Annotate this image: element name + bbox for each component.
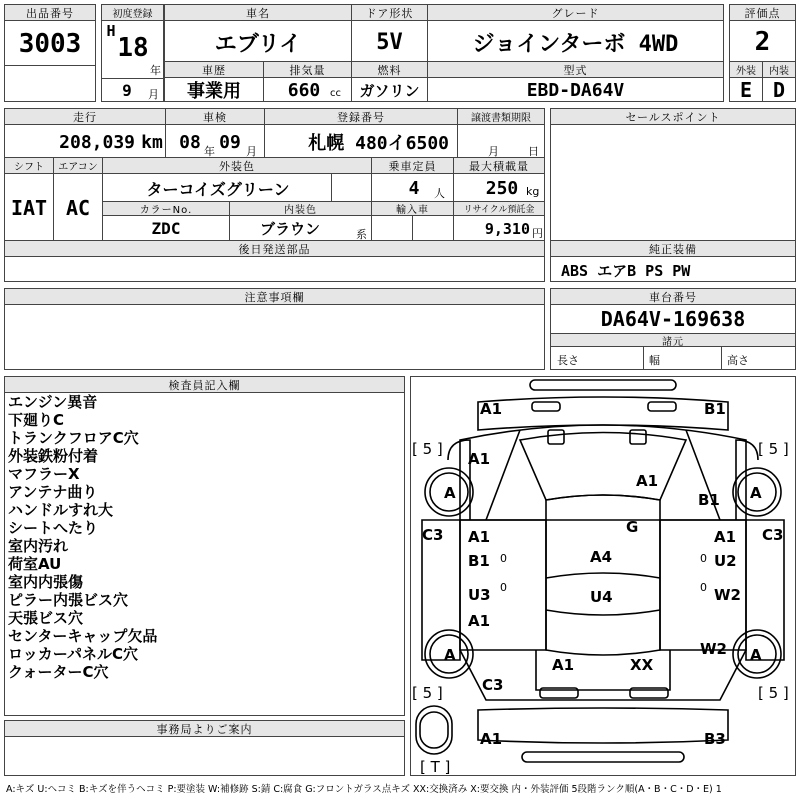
mark: A (444, 646, 456, 664)
note-line: 室内内張傷 (8, 573, 84, 591)
note-line: 室内汚れ (8, 537, 69, 555)
chassis-label: 車台番号 (551, 289, 795, 305)
mileage-box (4, 108, 166, 158)
load-unit: kg (526, 185, 540, 198)
chassis-number: DA64V-169638 (600, 307, 746, 331)
first-reg-label: 初度登録 (102, 5, 163, 21)
inspection-label: 車検 (166, 109, 264, 125)
mark: 0 (500, 581, 507, 594)
model-box (427, 61, 724, 102)
genuine-box (550, 240, 796, 282)
mark: U4 (590, 588, 613, 606)
recycle-label: リサイクル預託金 (454, 202, 544, 216)
month-unit: 月 (148, 88, 159, 101)
lot-number: 3003 (18, 29, 82, 59)
color-no-box (102, 201, 230, 241)
history: 事業用 (187, 81, 241, 102)
mileage-label: 走行 (5, 109, 165, 125)
transfer-label: 譲渡書類期限 (458, 109, 544, 125)
genuine-equipment: ABS エアB PS PW (561, 261, 691, 280)
exterior-color: ターコイズグリーン (146, 179, 290, 199)
score-label: 評価点 (730, 5, 795, 21)
door-label: ドア形状 (352, 5, 427, 21)
transfer-box (457, 108, 545, 158)
mark: [ 5 ] (758, 440, 789, 458)
legend: A:キズ U:ヘコミ B:キズを伴うヘコミ P:要塗装 W:補修跡 S:錆 C:腐食 G:フロントガラス点キズ XX:交換済み X:要交換 内・外装評価 5段階ランク順(A・B・C・D・E) 1 (6, 784, 722, 795)
interior-label: 内装色 (230, 202, 371, 216)
mark: A1 (552, 656, 575, 674)
shift: IAT (10, 196, 48, 220)
sales-label: セールスポイント (551, 109, 795, 125)
insp-year: 08 (179, 131, 201, 153)
mark: A1 (480, 400, 503, 418)
recycle-box (453, 201, 545, 241)
displacement: 660 (287, 79, 321, 101)
reg-label: 登録番号 (265, 109, 457, 125)
grade: ジョインターボ 4WD (472, 31, 679, 57)
mark: A (750, 484, 762, 502)
car-name: エブリイ (214, 31, 302, 57)
mark: A (444, 484, 456, 502)
mark: XX (630, 656, 654, 674)
fuel-box (351, 61, 428, 102)
mark: [ 5 ] (412, 440, 443, 458)
ext-grade-box (729, 61, 763, 102)
note-line: ロッカーパネルC穴 (8, 645, 138, 663)
recycle-unit: 円 (532, 227, 543, 240)
insp-year-unit: 年 (204, 145, 215, 158)
mark: A1 (468, 528, 491, 546)
mileage: 208,039 (59, 131, 135, 153)
import-box (371, 201, 454, 241)
note-line: センターキャップ欠品 (8, 627, 158, 645)
displacement-label: 排気量 (264, 62, 351, 78)
color-box (102, 157, 372, 202)
mark: B1 (704, 400, 726, 418)
name-label: 車名 (165, 5, 351, 21)
office-label: 事務局よりご案内 (5, 721, 404, 737)
note-line: 外装鉄粉付着 (8, 447, 99, 465)
color-label: 外装色 (103, 158, 371, 174)
shift-label: シフト (5, 158, 53, 174)
load-box (453, 157, 545, 202)
int-grade: D (772, 78, 786, 102)
inspector-label: 検査員記入欄 (5, 377, 404, 393)
fuel: ガソリン (359, 81, 420, 100)
note-line: 荷室AU (8, 555, 62, 573)
era: H (106, 22, 116, 40)
int-label: 内装 (763, 62, 795, 78)
note-line: マフラーX (8, 465, 80, 483)
reg-year: 18 (117, 33, 149, 63)
note-line: ハンドルすれ大 (8, 501, 114, 519)
grade-box (427, 4, 724, 62)
chassis-box (550, 288, 796, 370)
year-unit: 年 (150, 64, 161, 77)
spec-width: 幅 (649, 354, 660, 367)
note-line: トランクフロアC穴 (8, 429, 139, 447)
mark: A1 (468, 612, 491, 630)
spec-length: 長さ (557, 354, 579, 367)
mark: A1 (468, 450, 491, 468)
door-type: 5V (376, 29, 403, 55)
interior-color: ブラウン (259, 220, 320, 238)
sales-point-box (550, 108, 796, 241)
first-reg-box (101, 4, 164, 102)
ac-box (53, 157, 103, 241)
color-no-label: カラーNo. (103, 202, 229, 216)
mark: A1 (636, 472, 659, 490)
mark: W2 (714, 586, 741, 604)
office-box (4, 720, 405, 776)
mark: G (626, 518, 639, 536)
color-no: ZDC (151, 219, 181, 238)
mark: W2 (700, 640, 727, 658)
inspection-box (165, 108, 265, 158)
load-label: 最大積載量 (454, 158, 544, 174)
capacity-box (371, 157, 454, 202)
mark: C3 (482, 676, 504, 694)
max-load: 250 (485, 177, 519, 199)
ext-label: 外装 (730, 62, 762, 78)
capacity-label: 乗車定員 (372, 158, 453, 174)
score: 2 (754, 27, 771, 57)
caution-box (4, 288, 545, 370)
score-box (729, 4, 796, 62)
note-line: クォーターC穴 (8, 663, 109, 681)
damage-marks (412, 400, 789, 776)
history-label: 車歴 (165, 62, 263, 78)
registration-box (264, 108, 458, 158)
genuine-label: 純正装備 (551, 241, 795, 257)
specs-label: 諸元 (551, 333, 795, 347)
import-label: 輸入車 (372, 202, 453, 216)
mark: A1 (714, 528, 737, 546)
mark: 0 (500, 552, 507, 565)
model-code: EBD-DA64V (526, 79, 625, 101)
door-box (351, 4, 428, 62)
mark: [ T ] (420, 758, 451, 776)
mark: 0 (700, 581, 707, 594)
mileage-unit: km (141, 131, 163, 153)
transfer-day: 日 (528, 145, 539, 158)
ac-label: エアコン (54, 158, 102, 174)
inspector-notes (8, 393, 157, 681)
shift-box (4, 157, 54, 241)
note-line: 下廻りC (8, 411, 65, 429)
note-line: ピラー内張ビス穴 (8, 591, 129, 609)
note-line: 天張ビス穴 (8, 609, 84, 627)
spec-height: 高さ (727, 354, 749, 367)
ac: AC (65, 196, 91, 220)
caution-label: 注意事項欄 (5, 289, 544, 305)
mark: U3 (468, 586, 491, 604)
reg-month: 9 (122, 80, 132, 100)
note-line: アンテナ曲り (8, 483, 98, 501)
interior-unit: 系 (356, 228, 367, 241)
insp-month-unit: 月 (246, 145, 257, 158)
mark: 0 (700, 552, 707, 565)
mark: C3 (762, 526, 784, 544)
recycle-fee: 9,310 (484, 219, 530, 238)
mark: A1 (480, 730, 503, 748)
mark: A (750, 646, 762, 664)
capacity-unit: 人 (434, 187, 445, 200)
mark: B3 (704, 730, 726, 748)
name-box (164, 4, 352, 62)
later-parts-label: 後日発送部品 (5, 241, 544, 257)
mark: [ 5 ] (412, 684, 443, 702)
car-diagram (410, 376, 796, 776)
mark: C3 (422, 526, 444, 544)
displacement-box (263, 61, 352, 102)
displacement-unit: cc (330, 88, 341, 99)
history-box (164, 61, 264, 102)
mark: B1 (468, 552, 490, 570)
later-parts-box (4, 240, 545, 282)
lot-label: 出品番号 (5, 5, 95, 21)
grade-label: グレード (428, 5, 723, 21)
note-line: エンジン異音 (8, 393, 98, 411)
interior-color-box (229, 201, 372, 241)
capacity: 4 (408, 177, 420, 199)
note-line: シートへたり (8, 519, 99, 537)
insp-month: 09 (219, 131, 241, 153)
mark: B1 (698, 491, 720, 509)
mark: A4 (590, 548, 613, 566)
int-grade-box (762, 61, 796, 102)
model-label: 型式 (428, 62, 723, 78)
mark: U2 (714, 552, 737, 570)
lot-box (4, 4, 96, 102)
transfer-month: 月 (488, 145, 499, 158)
reg-number: 札幌 480イ6500 (308, 133, 449, 154)
mark: [ 5 ] (758, 684, 789, 702)
fuel-label: 燃料 (352, 62, 427, 78)
ext-grade: E (739, 78, 753, 102)
